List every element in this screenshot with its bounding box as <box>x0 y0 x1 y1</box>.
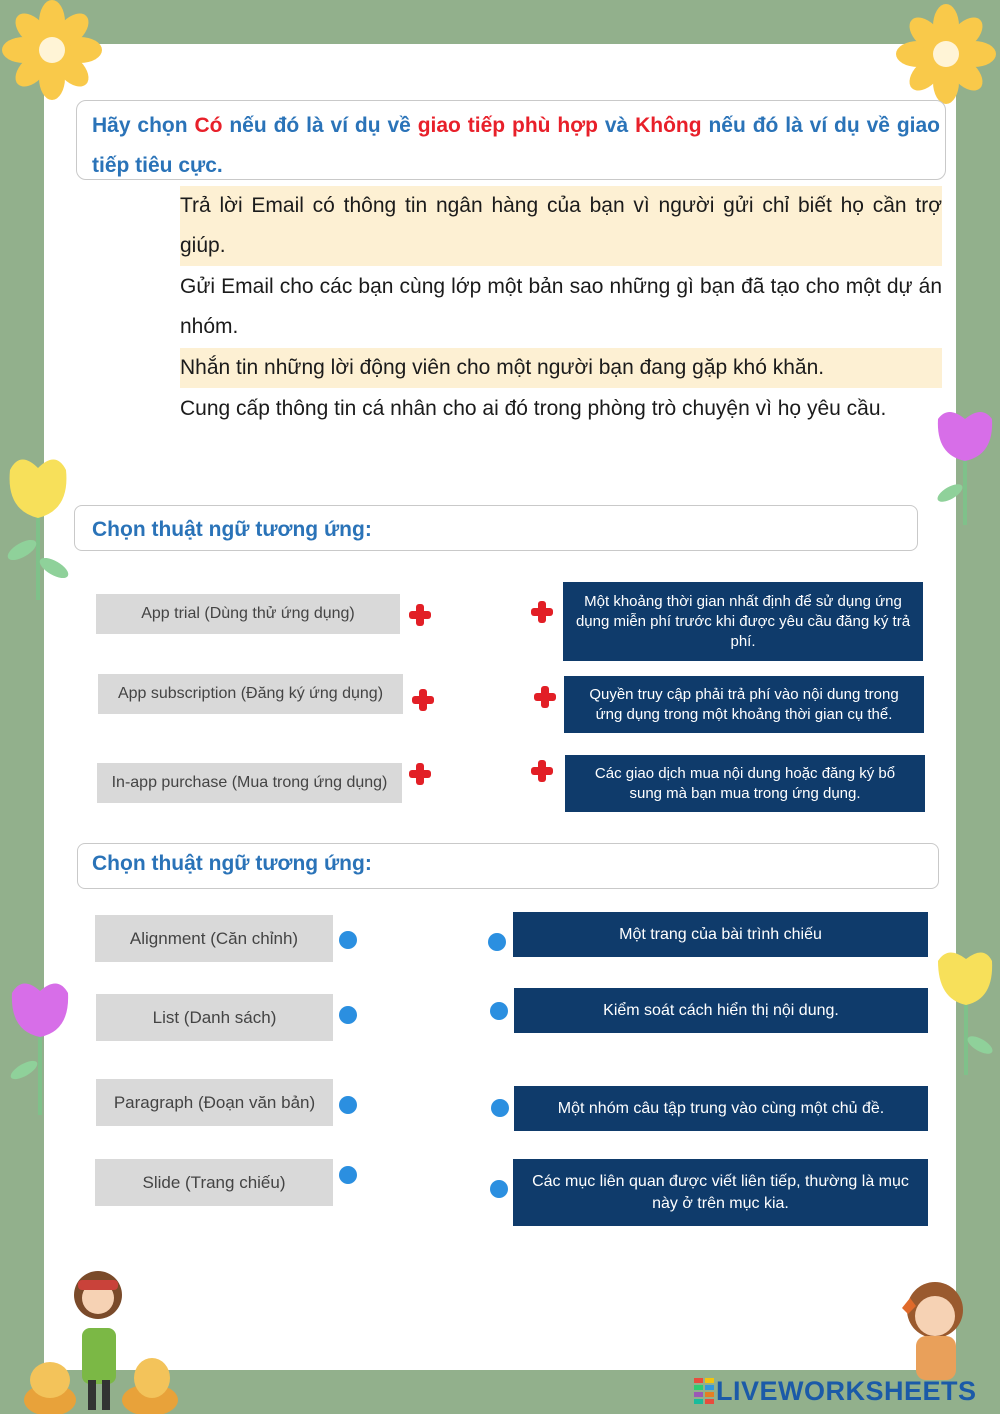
statement-item[interactable]: Trả lời Email có thông tin ngân hàng của bạn vì người gửi chỉ biết họ cần trợ giúp. <box>180 186 942 266</box>
connector-dot-icon[interactable] <box>488 933 506 951</box>
definition-box[interactable]: Kiểm soát cách hiển thị nội dung. <box>514 988 928 1033</box>
connector-dot-icon[interactable] <box>490 1180 508 1198</box>
instruction-co: Có <box>194 114 223 137</box>
connector-dot-icon[interactable] <box>491 1099 509 1117</box>
yellow-flower-icon <box>0 0 110 100</box>
girl-illustration-icon <box>20 1250 180 1414</box>
tulip-icon <box>0 450 80 600</box>
term-box[interactable]: List (Danh sách) <box>96 994 333 1041</box>
instruction-phu-hop: giao tiếp phù hợp <box>417 114 598 137</box>
term-box[interactable]: Slide (Trang chiếu) <box>95 1159 333 1206</box>
connector-dot-icon[interactable] <box>339 931 357 949</box>
yellow-flower-icon <box>890 0 1000 110</box>
connector-dot-icon[interactable] <box>339 1096 357 1114</box>
section-title: Chọn thuật ngữ tương ứng: <box>92 852 372 875</box>
connector-cross-icon[interactable] <box>412 689 434 711</box>
connector-cross-icon[interactable] <box>531 601 553 623</box>
term-box[interactable]: App trial (Dùng thử ứng dụng) <box>96 594 400 634</box>
section-title: Chọn thuật ngữ tương ứng: <box>92 518 372 541</box>
connector-cross-icon[interactable] <box>531 760 553 782</box>
connector-dot-icon[interactable] <box>339 1006 357 1024</box>
connector-cross-icon[interactable] <box>409 604 431 626</box>
definition-box[interactable]: Một khoảng thời gian nhất định để sử dụng ứng dụng miễn phí trước khi được yêu cầu đăng ký trả phí. <box>563 582 923 661</box>
term-box[interactable]: Alignment (Căn chỉnh) <box>95 915 333 962</box>
connector-cross-icon[interactable] <box>534 686 556 708</box>
instruction-text: Hãy chọn Có nếu đó là ví dụ về giao tiếp phù hợp và Không nếu đó là ví dụ về giao tiếp tiêu cực. <box>92 114 941 177</box>
boy-illustration-icon <box>880 1270 990 1380</box>
liveworksheets-logo <box>694 1374 977 1408</box>
liveworksheets-logo-text: LIVEWORKSHEETS <box>716 1375 977 1406</box>
tulip-icon <box>0 975 80 1115</box>
term-box[interactable]: In-app purchase (Mua trong ứng dụng) <box>97 763 402 803</box>
liveworksheets-logo-icon <box>694 1378 714 1404</box>
term-box[interactable]: Paragraph (Đoạn văn bản) <box>96 1079 333 1126</box>
definition-box[interactable]: Một trang của bài trình chiếu <box>513 912 928 957</box>
connector-dot-icon[interactable] <box>339 1166 357 1184</box>
definition-box[interactable]: Một nhóm câu tập trung vào cùng một chủ đề. <box>514 1086 928 1131</box>
connector-dot-icon[interactable] <box>490 1002 508 1020</box>
tulip-icon <box>930 945 1000 1075</box>
definition-box[interactable]: Các giao dịch mua nội dung hoặc đăng ký bổ sung mà bạn mua trong ứng dụng. <box>565 755 925 812</box>
instruction-khong: Không <box>635 114 702 137</box>
statement-item[interactable]: Cung cấp thông tin cá nhân cho ai đó trong phòng trò chuyện vì họ yêu cầu. <box>180 397 887 420</box>
definition-box[interactable]: Quyền truy cập phải trả phí vào nội dung trong ứng dụng trong một khoảng thời gian cụ thể. <box>564 676 924 733</box>
term-box[interactable]: App subscription (Đăng ký ứng dụng) <box>98 674 403 714</box>
definition-box[interactable]: Các mục liên quan được viết liên tiếp, thường là mục này ở trên mục kia. <box>513 1159 928 1226</box>
connector-cross-icon[interactable] <box>409 763 431 785</box>
statement-item[interactable]: Gửi Email cho các bạn cùng lớp một bản sao những gì bạn đã tạo cho một dự án nhóm. <box>180 275 942 338</box>
statement-item[interactable]: Nhắn tin những lời động viên cho một người bạn đang gặp khó khăn. <box>180 348 942 388</box>
